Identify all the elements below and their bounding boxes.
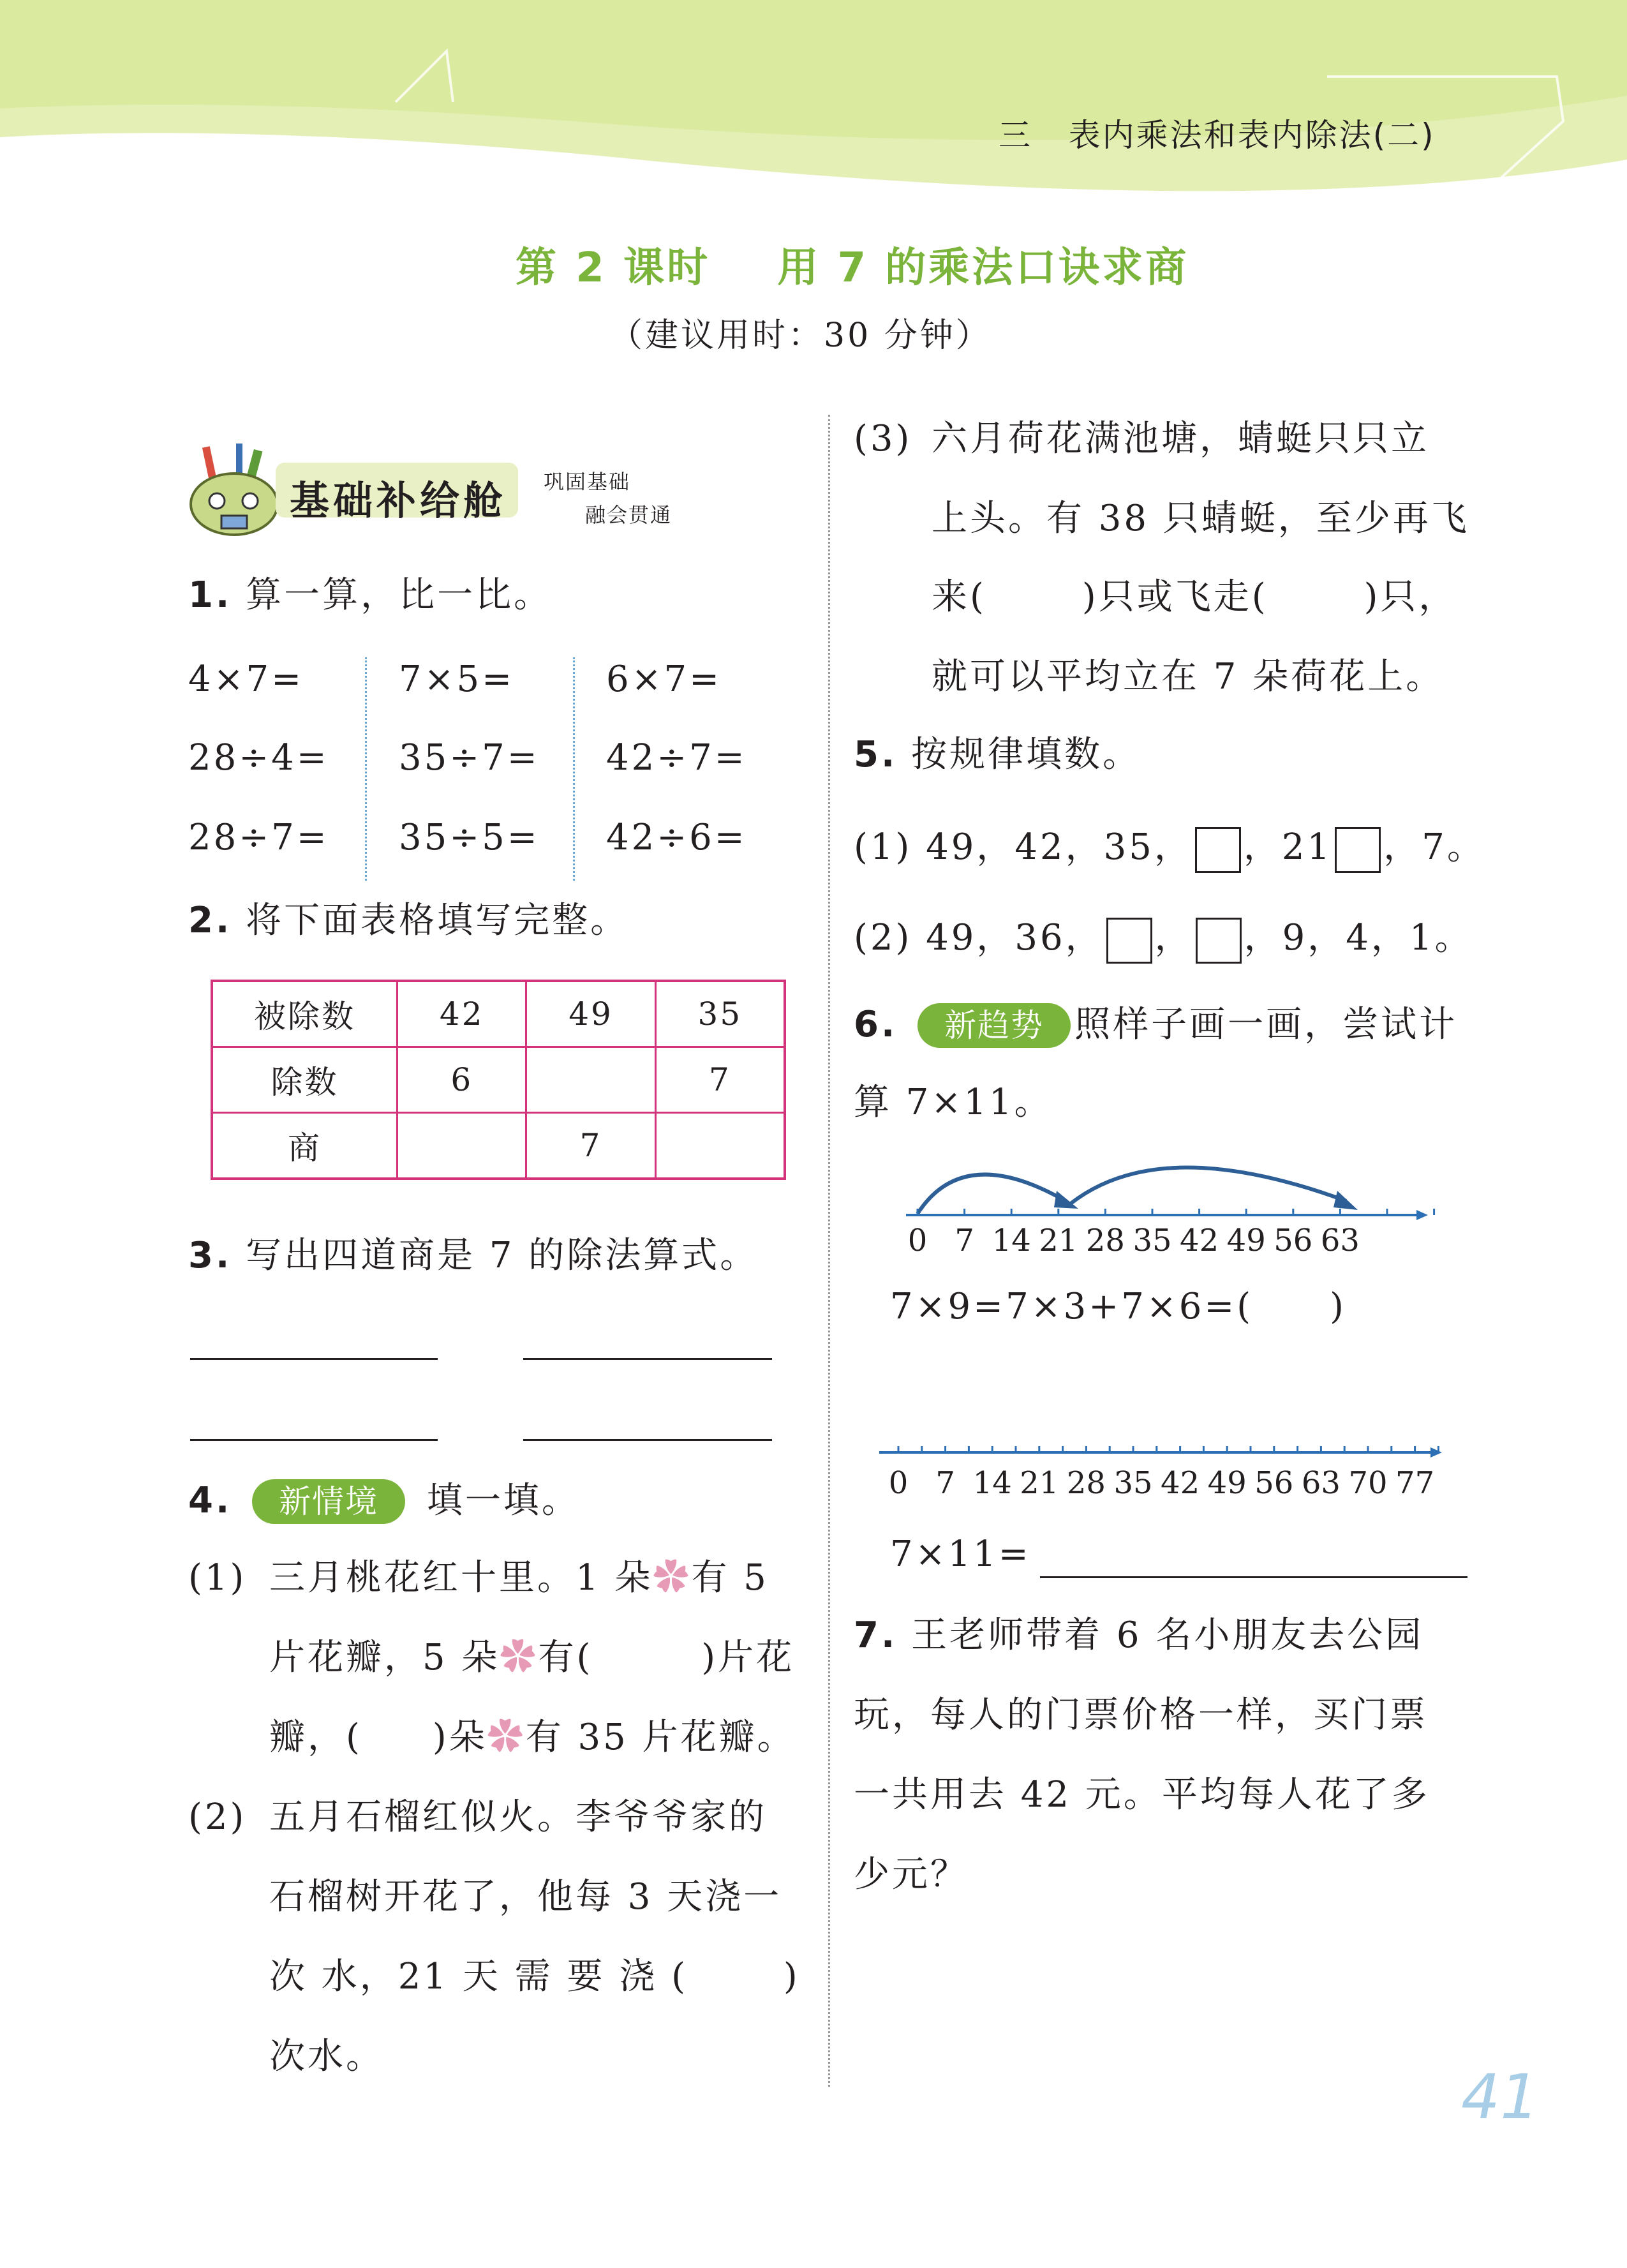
q4-p1-text: )朵 xyxy=(432,1717,487,1758)
tick-label: 7 xyxy=(955,1223,974,1258)
q1-c1-r1: 35÷7= xyxy=(399,737,540,779)
q5-text: ，9，4，1。 xyxy=(1244,917,1473,959)
table-cell: 42 xyxy=(397,981,526,1047)
table-cell: 7 xyxy=(655,1047,785,1113)
q4-p2-label: (2) xyxy=(188,1796,247,1838)
q4-p3-line1: 六月荷花满池塘，蜻蜓只只立 xyxy=(932,418,1429,459)
answer-box[interactable] xyxy=(1106,918,1152,964)
q6-answer-line[interactable] xyxy=(1040,1576,1467,1578)
tick-label: 42 xyxy=(1161,1465,1200,1501)
q4-p3-text: )只， xyxy=(1363,576,1457,618)
q1-c0-r2: 28÷7= xyxy=(188,817,329,858)
tick-label: 35 xyxy=(1133,1223,1172,1258)
tick-label: 21 xyxy=(1020,1465,1059,1501)
tick-label: 7 xyxy=(935,1465,955,1501)
q4-prompt: 填一填。 xyxy=(426,1480,580,1521)
q5-label: (2) xyxy=(854,917,912,959)
q5-seq1 xyxy=(854,823,1485,873)
q4-p3-line3 xyxy=(932,576,1457,618)
q4-p1-text: 有 5 xyxy=(691,1557,769,1599)
q5-seq2 xyxy=(854,914,1473,964)
q4-p3-line2: 上头。有 38 只蜻蜓，至少再飞 xyxy=(932,498,1469,539)
q4-p1-text: 三月桃花红十里。1 朵 xyxy=(269,1557,653,1599)
peach-flower-icon: ✿ xyxy=(500,1637,539,1678)
q2-heading xyxy=(188,900,629,941)
q5-heading xyxy=(854,734,1141,775)
table-cell: 6 xyxy=(397,1047,526,1113)
q6-eq2: 7×11= xyxy=(890,1533,1031,1575)
q4-p2-text: 次 水，21 天 需 要 浇 ( xyxy=(269,1956,688,1997)
tick-label: 14 xyxy=(972,1465,1012,1501)
q5-number: 5. xyxy=(854,734,898,775)
tick-label: 35 xyxy=(1113,1465,1153,1501)
q7-line1 xyxy=(854,1615,1424,1656)
answer-box[interactable] xyxy=(1196,918,1242,964)
q7-number: 7. xyxy=(854,1615,898,1656)
q1-number: 1. xyxy=(188,574,232,616)
q4-p3-text: 来( xyxy=(932,576,986,618)
table-cell: 商 xyxy=(212,1113,397,1179)
jump-arrow xyxy=(1071,1167,1346,1204)
q7-line3: 一共用去 42 元。平均每人花了多 xyxy=(854,1774,1430,1816)
tick-label: 21 xyxy=(1039,1223,1078,1258)
peach-flower-icon: ✿ xyxy=(487,1717,526,1758)
q1-c1-r2: 35÷5= xyxy=(399,817,540,858)
q5-text: 49，42，35， xyxy=(926,826,1192,868)
q5-text: 49，36， xyxy=(926,917,1104,959)
chapter-header: 三 表内乘法和表内除法(二) xyxy=(999,117,1436,154)
tick-label: 14 xyxy=(992,1223,1031,1258)
section-subtitle-2: 融会贯通 xyxy=(585,503,672,527)
q6-eq-text: 7×9=7×3+7×6=( xyxy=(890,1286,1254,1327)
q4-p1-line2 xyxy=(269,1637,795,1678)
table-cell: 除数 xyxy=(212,1047,397,1113)
q4-p1-line3 xyxy=(269,1717,796,1758)
q4-p3-text: )只或飞走( xyxy=(1081,576,1268,618)
lesson-title: 第 2 课时 用 7 的乘法口诀求商 xyxy=(516,244,1189,292)
table-row xyxy=(212,1047,785,1113)
q4-p2-line3 xyxy=(269,1956,800,1997)
q5-prompt: 按规律填数。 xyxy=(911,734,1141,775)
q2-number: 2. xyxy=(188,900,232,941)
q6-eq-text: ) xyxy=(1330,1286,1347,1327)
table-cell-blank[interactable] xyxy=(397,1113,526,1179)
tick-label: 56 xyxy=(1274,1223,1313,1258)
q1-c1-r0: 7×5= xyxy=(399,659,515,700)
table-row xyxy=(212,1113,785,1179)
section-subtitle-1: 巩固基础 xyxy=(544,470,631,494)
tick-label: 42 xyxy=(1180,1223,1219,1258)
number-line-2 xyxy=(868,1429,1455,1506)
q4-p1-label: (1) xyxy=(188,1557,247,1599)
q3-answer-line[interactable] xyxy=(190,1358,438,1360)
q4-tag: 新情境 xyxy=(252,1479,405,1524)
q4-p1-text: 瓣，( xyxy=(269,1717,362,1758)
table-cell: 49 xyxy=(526,981,655,1047)
q6-prompt-2: 算 7×11。 xyxy=(854,1082,1053,1123)
table-row xyxy=(212,981,785,1047)
page-number: 41 xyxy=(1461,2061,1540,2133)
q5-text: ， xyxy=(1154,917,1193,959)
q7-line2: 玩，每人的门票价格一样，买门票 xyxy=(854,1694,1428,1736)
q4-p2-text: ) xyxy=(783,1956,800,1997)
tick-label: 0 xyxy=(907,1223,928,1258)
q3-number: 3. xyxy=(188,1235,232,1276)
q1-divider xyxy=(365,657,367,881)
q4-p1-text: 有( xyxy=(538,1637,593,1678)
q7-line4: 少元？ xyxy=(854,1854,969,1895)
jump-arrow xyxy=(918,1175,1066,1214)
q3-answer-line[interactable] xyxy=(523,1358,772,1360)
q3-prompt: 写出四道商是 7 的除法算式。 xyxy=(246,1235,759,1276)
q6-number: 6. xyxy=(854,1004,898,1045)
q6-prompt: 照样子画一画，尝试计 xyxy=(1074,1004,1458,1045)
q6-tag: 新趋势 xyxy=(918,1003,1071,1048)
q4-p1-text: )片花 xyxy=(701,1637,795,1678)
section-title: 基础补给舱 xyxy=(290,477,507,524)
q2-prompt: 将下面表格填写完整。 xyxy=(246,900,629,941)
q4-p2-line1: 五月石榴红似火。李爷爷家的 xyxy=(269,1796,767,1838)
table-cell-blank[interactable] xyxy=(526,1047,655,1113)
tick-label: 63 xyxy=(1301,1465,1341,1501)
peach-flower-icon: ✿ xyxy=(653,1557,692,1599)
axis-arrowhead xyxy=(1430,1447,1442,1458)
q4-p1-line1 xyxy=(269,1557,769,1599)
tick-label: 56 xyxy=(1254,1465,1294,1501)
tick-label: 70 xyxy=(1348,1465,1388,1501)
arrowhead xyxy=(1334,1191,1358,1210)
q4-number: 4. xyxy=(188,1480,232,1521)
q6-eq1 xyxy=(890,1286,1347,1327)
q4-p2-line2: 石榴树开花了，他每 3 天浇一 xyxy=(269,1876,782,1918)
q1-c2-r0: 6×7= xyxy=(606,659,722,700)
table-cell: 35 xyxy=(655,981,785,1047)
q4-heading xyxy=(188,1479,580,1524)
robot-icon xyxy=(186,440,282,536)
q4-p1-text: 有 35 片花瓣。 xyxy=(525,1717,796,1758)
q3-heading xyxy=(188,1235,759,1276)
answer-box[interactable] xyxy=(1335,827,1381,873)
q4-p2-line4: 次水。 xyxy=(269,2036,384,2077)
section-banner xyxy=(186,440,697,536)
tick-label: 28 xyxy=(1085,1223,1125,1258)
q2-table xyxy=(211,980,786,1180)
number-line-1 xyxy=(887,1149,1436,1264)
q1-c0-r0: 4×7= xyxy=(188,659,304,700)
q1-heading xyxy=(188,574,553,616)
q3-answer-line[interactable] xyxy=(190,1439,438,1441)
q1-c0-r1: 28÷4= xyxy=(188,737,329,779)
q6-heading xyxy=(854,1003,1457,1048)
q5-label: (1) xyxy=(854,826,912,868)
table-cell-blank[interactable] xyxy=(655,1113,785,1179)
column-divider xyxy=(828,415,830,2087)
q7-text: 王老师带着 6 名小朋友去公园 xyxy=(911,1615,1424,1656)
q1-prompt: 算一算，比一比。 xyxy=(246,574,553,616)
table-cell: 7 xyxy=(526,1113,655,1179)
q4-p3-line4: 就可以平均立在 7 朵荷花上。 xyxy=(932,656,1445,698)
q5-text: ，7。 xyxy=(1383,826,1485,868)
tick-label: 49 xyxy=(1226,1223,1266,1258)
time-hint: （建议用时：30 分钟） xyxy=(609,317,992,355)
q1-c2-r1: 42÷7= xyxy=(606,737,747,779)
table-cell: 被除数 xyxy=(212,981,397,1047)
q4-p1-text: 片花瓣，5 朵 xyxy=(269,1637,500,1678)
tick-label: 63 xyxy=(1320,1223,1360,1258)
tick-label: 77 xyxy=(1395,1465,1435,1501)
answer-box[interactable] xyxy=(1195,827,1241,873)
tick-label: 0 xyxy=(888,1465,909,1501)
q5-text: ，21 xyxy=(1243,826,1333,868)
q3-answer-line[interactable] xyxy=(523,1439,772,1441)
tick-label: 28 xyxy=(1066,1465,1106,1501)
axis-arrowhead xyxy=(1416,1210,1428,1220)
q4-p3-label: (3) xyxy=(854,418,912,459)
tick-label: 49 xyxy=(1207,1465,1247,1501)
q1-c2-r2: 42÷6= xyxy=(606,817,747,858)
q1-divider xyxy=(573,657,575,881)
header-band xyxy=(0,0,1627,204)
